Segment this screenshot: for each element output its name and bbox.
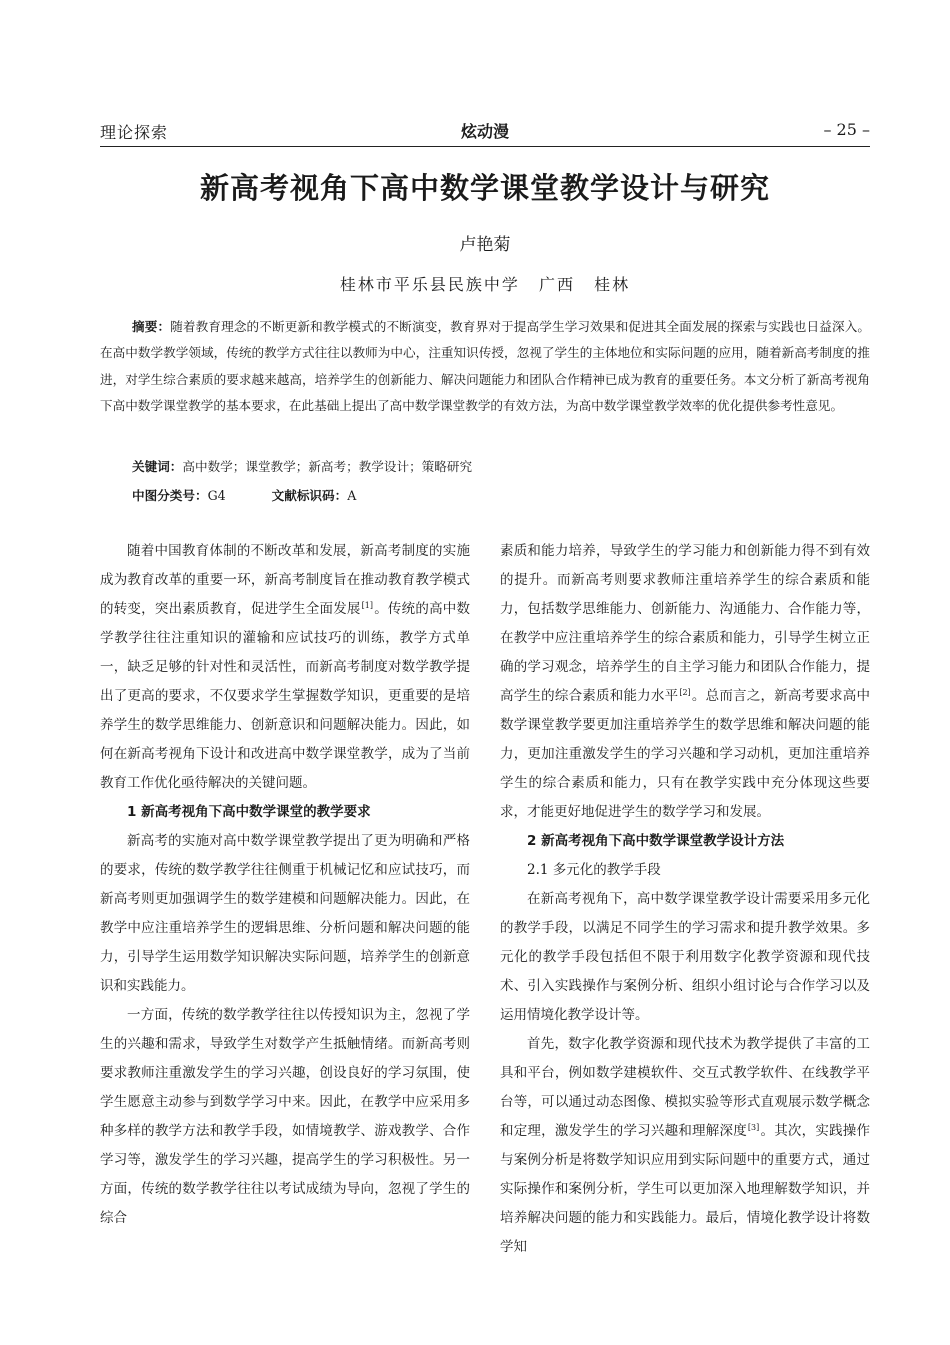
doc-code-value: A xyxy=(347,488,357,503)
paragraph-2-continued xyxy=(500,537,870,827)
header-page-number: – 25 – xyxy=(823,120,870,139)
citation-3: [3] xyxy=(747,1123,760,1132)
intro-text-a: 随着中国教育体制的不断改革和发展，新高考制度的实施成为教育改革的重要一环，新高考制度旨在推动教育教学模式的转变，突出素质教育，促进学生全面发展 xyxy=(100,543,470,617)
paragraph-4 xyxy=(500,1030,870,1262)
keywords-label: 关键词： xyxy=(132,459,183,474)
author-affiliation: 桂林市平乐县民族中学 广西 桂林 xyxy=(339,275,631,294)
keywords xyxy=(132,456,472,475)
section-heading-1: 1 新高考视角下高中数学课堂的教学要求 xyxy=(127,804,371,820)
intro-paragraph xyxy=(100,537,470,798)
keywords-text: 高中数学；课堂教学；新高考；教学设计；策略研究 xyxy=(182,459,473,474)
section-heading-2: 2 新高考视角下高中数学课堂教学设计方法 xyxy=(527,833,785,849)
citation-2: [2] xyxy=(679,688,691,697)
abstract-text: 随着教育理念的不断更新和教学模式的不断演变，教育界对于提高学生学习效果和促进其全面发展的探索与实践也日益深入。在高中数学教学领域，传统的教学方式往往以教师为中心，注重知识传授，忽视了学生的主体地位和实际问题的应用，随着新高考制度的推进，对学生综合素质的要求越来越高，培养学生的创新能力、解决问题能力和团队合作精神已成为教育的重要任务。本文分析了新高考视角下高中数学课堂教学的基本要求，在此基础上提出了高中数学课堂教学的有效方法，为高中数学课堂教学效率的优化提供参考性意见。 xyxy=(100,319,871,414)
paragraph-1: 新高考的实施对高中数学课堂教学提出了更为明确和严格的要求，传统的数学教学往往侧重于机械记忆和应试技巧，而新高考则更加强调学生的数学建模和问题解决能力。因此，在教学中应注重培养学生的逻辑思维、分析问题和解决问题的能力，引导学生运用数学知识解决实际问题，培养学生的创新意识和实践能力。 xyxy=(100,833,470,994)
paragraph-2: 一方面，传统的数学教学往往以传授知识为主，忽视了学生的兴趣和需求，导致学生对数学产生抵触情绪。而新高考则要求教师注重激发学生的学习兴趣，创设良好的学习氛围，使学生愿意主动参与到数学学习中来。因此，在教学中应采用多种多样的教学方法和教学手段，如情境教学、游戏教学、合作学习等，激发学生的学习兴趣，提高学生的学习积极性。另一方面，传统的数学教学往往以考试成绩为导向，忽视了学生的综合 xyxy=(100,1007,470,1226)
paragraph-4-text-b: 。其次，实践操作与案例分析是将数学知识应用到实际问题中的重要方式，通过实际操作和案例分析，学生可以更加深入地理解数学知识，并培养解决问题的能力和实践能力。最后，情境化教学设计将数学知 xyxy=(500,1123,871,1255)
running-header xyxy=(100,116,870,147)
paragraph-4-text-a: 首先，数字化教学资源和现代技术为教学提供了丰富的工具和平台，例如数学建模软件、交互式教学软件、在线教学平台等，可以通过动态图像、模拟实验等形式直观展示数学概念和定理，激发学生的学习兴趣和理解深度 xyxy=(500,1036,870,1139)
clc-label: 中图分类号： xyxy=(132,488,208,503)
abstract-label: 摘要： xyxy=(132,319,171,334)
body-column-right xyxy=(500,537,870,1262)
header-journal-name: 炫动漫 xyxy=(460,122,509,141)
article-author: 卢艳菊 xyxy=(459,235,511,255)
classification-line xyxy=(132,485,356,504)
clc-value: G4 xyxy=(207,488,226,503)
body-column-left xyxy=(100,537,470,1233)
abstract xyxy=(100,314,870,420)
paragraph-2-cont-text-b: 。总而言之，新高考要求高中数学课堂教学要更加注重培养学生的数学思维和解决问题的能力，更加注重激发学生的学习兴趣和学习动机，更加注重培养学生的综合素质和能力，只有在教学实践中充分体现这些要求，才能更好地促进学生的数学学习和发展。 xyxy=(500,688,870,820)
paragraph-3: 在新高考视角下，高中数学课堂教学设计需要采用多元化的教学手段，以满足不同学生的学习需求和提升教学效果。多元化的教学手段包括但不限于利用数字化教学资源和现代技术、引入实践操作与案例分析、组织小组讨论与合作学习以及运用情境化教学设计等。 xyxy=(500,891,870,1023)
citation-1: [1] xyxy=(361,601,373,610)
intro-text-b: 。传统的高中数学教学往往注重知识的灌输和应试技巧的训练，教学方式单一，缺乏足够的针对性和灵活性，而新高考制度对数学教学提出了更高的要求，不仅要求学生掌握数学知识，更重要的是培养学生的数学思维能力、创新意识和问题解决能力。因此，如何在新高考视角下设计和改进高中数学课堂教学，成为了当前教育工作优化亟待解决的关键问题。 xyxy=(100,601,471,791)
article-title: 新高考视角下高中数学课堂教学设计与研究 xyxy=(199,171,770,205)
paragraph-2-cont-text-a: 素质和能力培养，导致学生的学习能力和创新能力得不到有效的提升。而新高考则要求教师注重培养学生的综合素质和能力，包括数学思维能力、创新能力、沟通能力、合作能力等，在教学中应注重培养学生的综合素质和能力，引导学生树立正确的学习观念，培养学生的自主学习能力和团队合作能力，提高学生的综合素质和能力水平 xyxy=(500,543,870,704)
doc-code-label: 文献标识码： xyxy=(271,488,348,503)
header-section: 理论探索 xyxy=(100,123,169,142)
subsection-heading-2-1: 2.1 多元化的教学手段 xyxy=(527,862,661,878)
